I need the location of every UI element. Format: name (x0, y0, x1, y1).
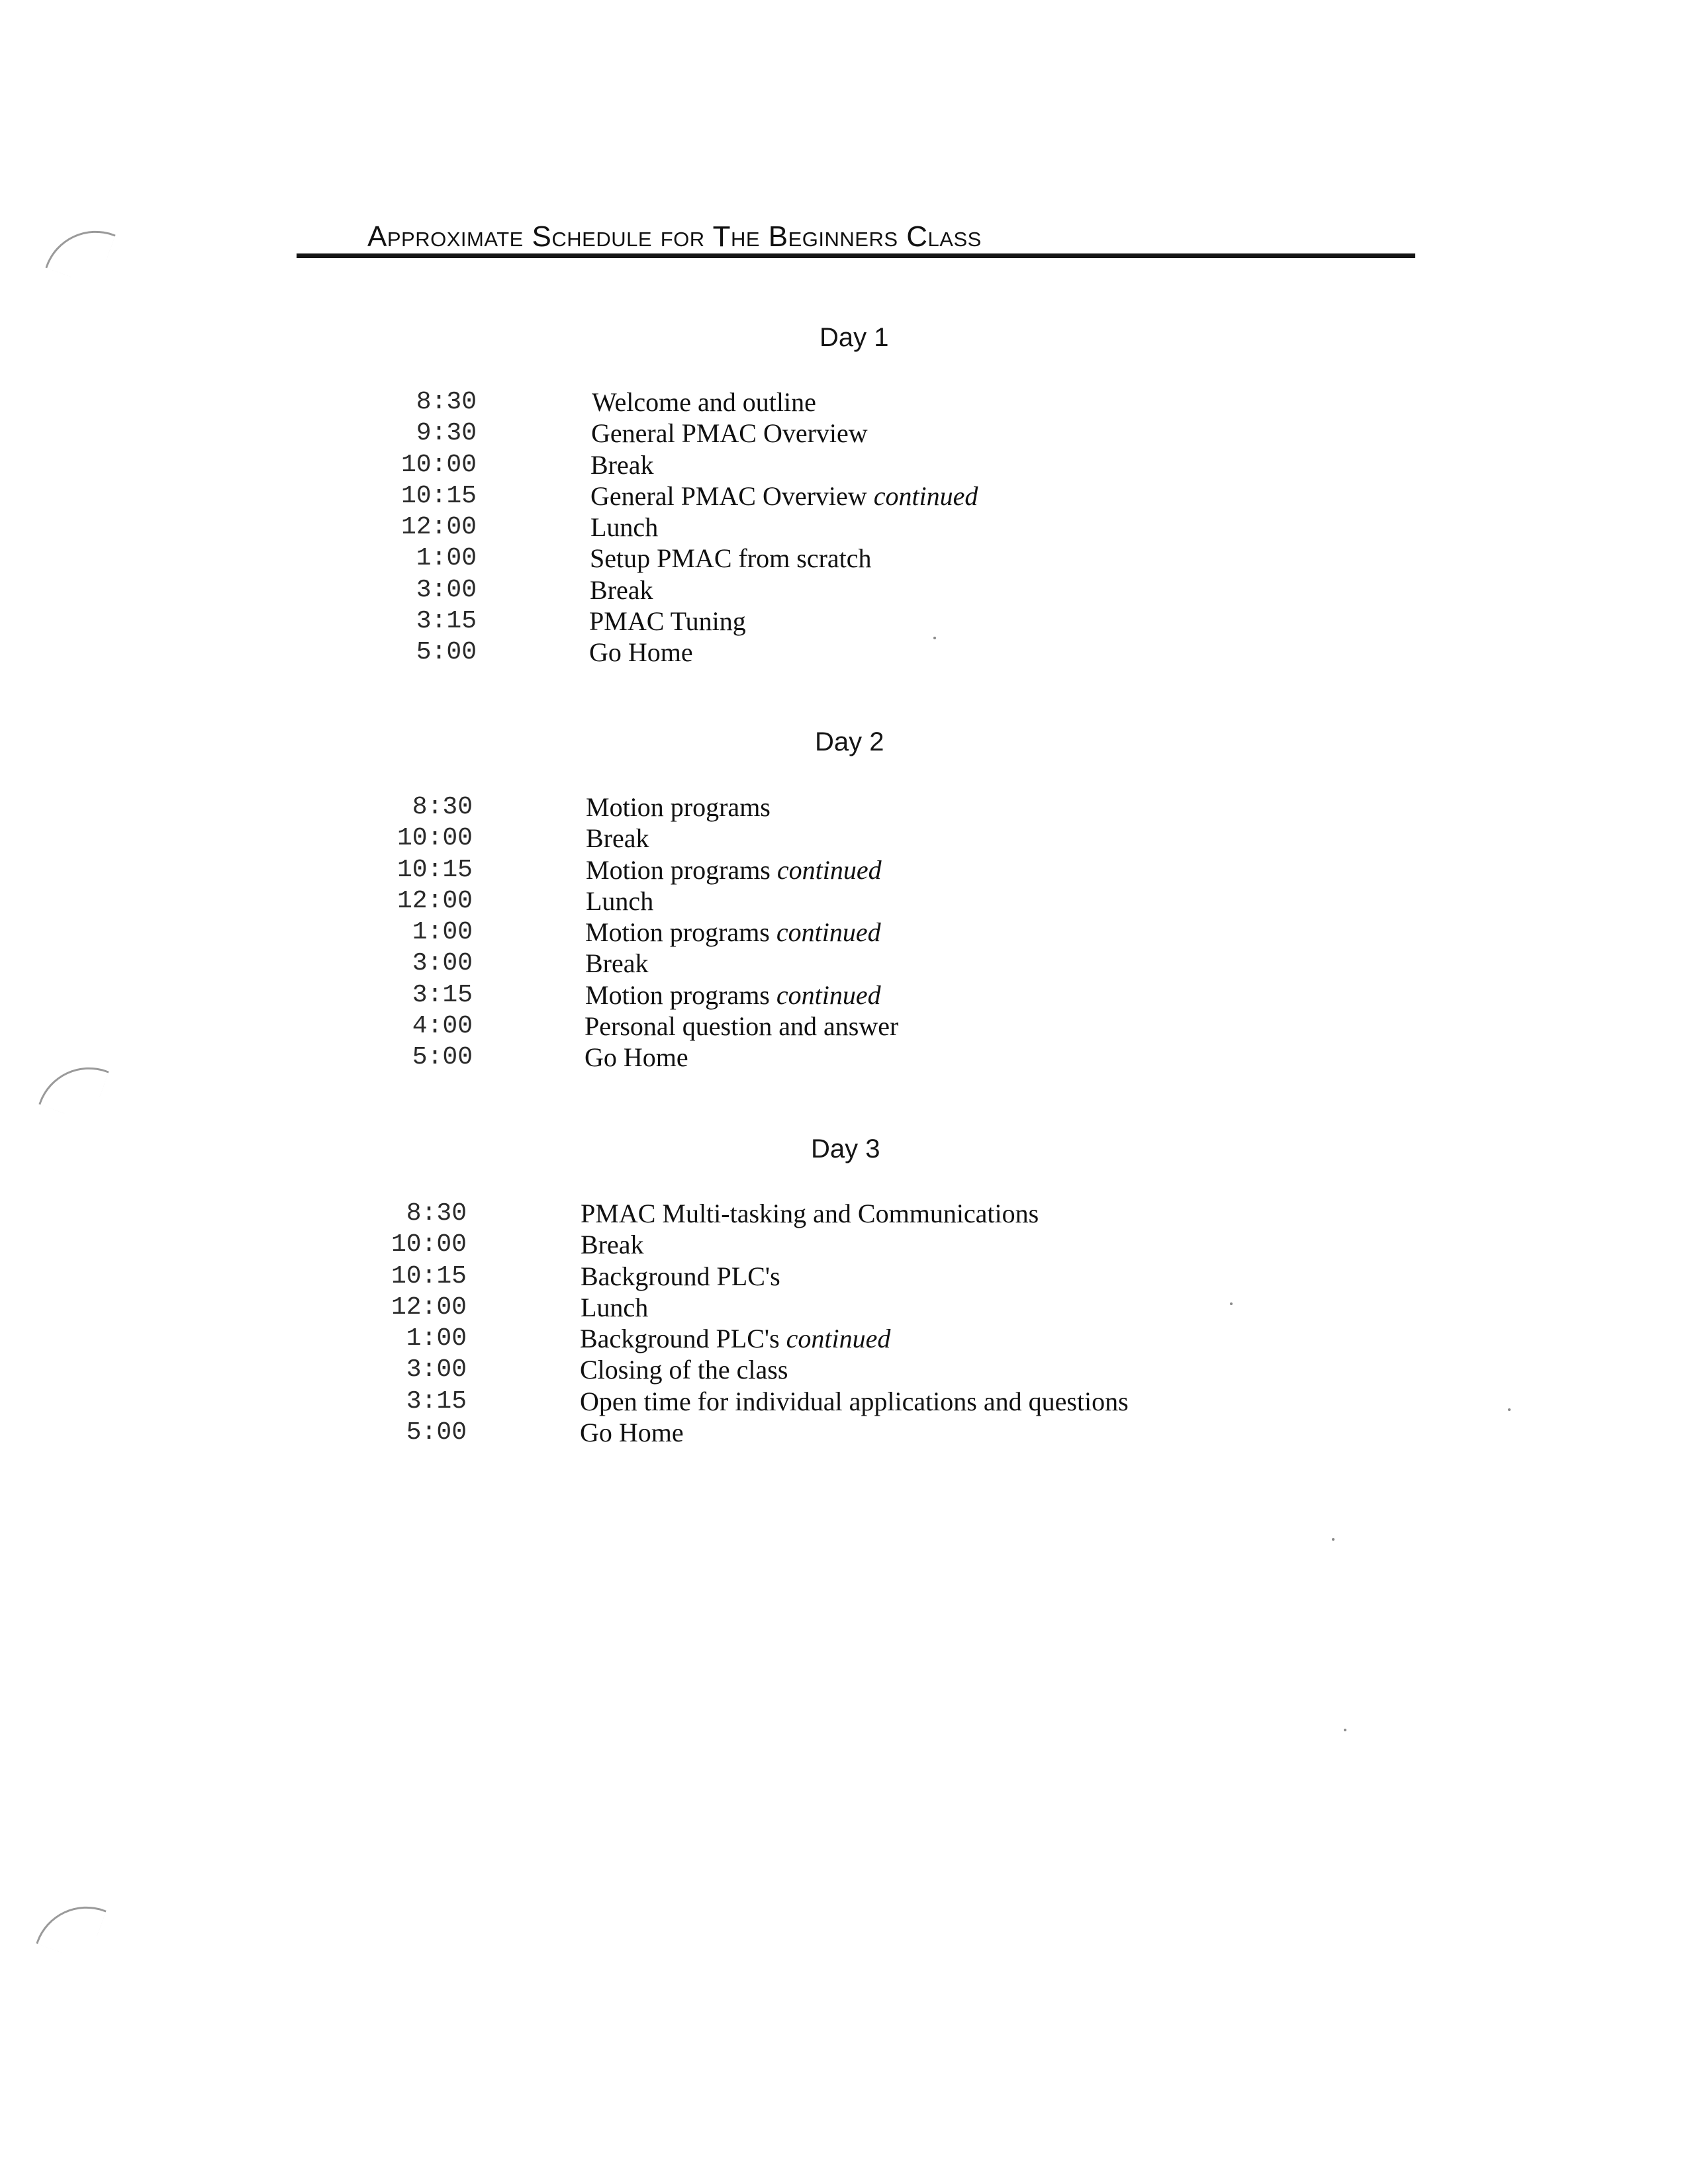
activity-cell (580, 1323, 890, 1354)
activity-text: Lunch (581, 1292, 649, 1322)
continued-note: continued (776, 979, 881, 1010)
activity-cell (585, 1011, 898, 1042)
day-1-title: Day 1 (820, 323, 889, 352)
header-rule (297, 253, 1415, 258)
activity-cell (586, 823, 649, 854)
scan-speck (1508, 1408, 1511, 1411)
time-cell: 3:00 (406, 1355, 467, 1385)
activity-text: Lunch (590, 512, 659, 543)
binder-hole-mark (36, 1891, 106, 1962)
time-cell: 12:00 (397, 886, 473, 915)
time-cell: 12:00 (400, 513, 477, 542)
time-cell: 10:00 (397, 824, 473, 853)
page-title: Approximate Schedule for The Beginners Class (367, 220, 982, 253)
time-cell: 5:00 (406, 1418, 467, 1447)
activity-cell (580, 1417, 684, 1448)
binder-hole-mark (45, 216, 115, 286)
binder-hole-mark (38, 1052, 109, 1122)
activity-text: Break (586, 823, 649, 854)
activity-text: Lunch (586, 886, 654, 916)
continued-note: continued (776, 917, 881, 948)
scan-speck (1332, 1538, 1335, 1541)
time-cell: 12:00 (391, 1293, 467, 1322)
activity-cell (590, 574, 653, 606)
activity-text: Break (581, 1230, 644, 1260)
time-cell: 10:00 (400, 450, 477, 479)
activity-cell (581, 1198, 1039, 1229)
activity-text: Motion programs (585, 979, 770, 1010)
activity-text: Background PLC's (581, 1261, 780, 1291)
activity-text: Break (585, 948, 649, 979)
activity-cell (586, 792, 771, 823)
activity-text: Go Home (589, 637, 693, 668)
activity-cell (589, 606, 746, 637)
activity-text: PMAC Multi-tasking and Communications (581, 1199, 1039, 1228)
day-2-title: Day 2 (815, 727, 884, 756)
continued-note: continued (873, 480, 978, 511)
time-cell: 10:15 (400, 481, 477, 510)
activity-cell (590, 543, 872, 574)
activity-text: Motion programs (586, 792, 771, 822)
activity-text: Open time for individual applications and questions (580, 1386, 1129, 1416)
time-cell: 3:15 (406, 1387, 467, 1416)
time-cell: 8:30 (412, 793, 473, 821)
activity-cell (590, 480, 978, 512)
activity-text: Background PLC's (580, 1324, 780, 1354)
scan-speck (933, 637, 936, 639)
time-cell: 1:00 (406, 1324, 467, 1353)
time-cell: 5:00 (412, 1043, 473, 1072)
activity-text: Go Home (580, 1418, 684, 1448)
activity-text: Welcome and outline (592, 387, 816, 417)
time-cell: 1:00 (416, 544, 477, 573)
time-cell: 10:15 (397, 855, 473, 884)
time-cell: 4:00 (412, 1012, 473, 1041)
time-cell: 10:00 (391, 1230, 467, 1259)
time-cell: 3:15 (416, 607, 477, 636)
activity-cell (585, 917, 881, 948)
activity-cell (581, 1229, 644, 1260)
activity-text: Closing of the class (580, 1355, 788, 1385)
activity-cell (581, 1261, 780, 1292)
activity-text: General PMAC Overview (590, 480, 867, 511)
activity-cell (586, 854, 882, 886)
activity-text: General PMAC Overview (591, 418, 868, 449)
time-cell: 8:30 (406, 1199, 467, 1228)
time-cell: 3:00 (416, 575, 477, 604)
time-cell: 3:15 (412, 980, 473, 1009)
scan-speck (1230, 1302, 1233, 1305)
activity-text: Motion programs (586, 854, 771, 885)
activity-cell (585, 979, 881, 1011)
activity-cell (590, 512, 658, 543)
activity-text: Break (590, 449, 654, 480)
scan-speck (1344, 1729, 1346, 1731)
activity-cell (589, 637, 693, 668)
time-cell: 10:15 (391, 1261, 467, 1291)
activity-text: Break (590, 574, 653, 605)
time-cell: 5:00 (416, 638, 477, 667)
activity-cell (581, 1292, 648, 1323)
activity-cell (585, 1042, 688, 1073)
activity-text: Motion programs (585, 917, 770, 948)
activity-cell (580, 1354, 788, 1385)
time-cell: 9:30 (416, 419, 477, 448)
activity-cell (586, 886, 653, 917)
continued-note: continued (786, 1324, 891, 1354)
activity-cell (590, 449, 654, 480)
time-cell: 1:00 (412, 918, 473, 947)
activity-text: PMAC Tuning (589, 606, 746, 637)
time-cell: 3:00 (412, 949, 473, 978)
day-3-title: Day 3 (811, 1134, 880, 1163)
activity-cell (591, 418, 868, 449)
activity-cell (580, 1386, 1129, 1417)
time-cell: 8:30 (416, 388, 477, 416)
activity-text: Setup PMAC from scratch (590, 543, 872, 574)
activity-text: Personal question and answer (585, 1011, 899, 1042)
activity-cell (592, 387, 816, 418)
activity-cell (585, 948, 649, 979)
activity-text: Go Home (585, 1042, 688, 1073)
continued-note: continued (776, 854, 882, 885)
